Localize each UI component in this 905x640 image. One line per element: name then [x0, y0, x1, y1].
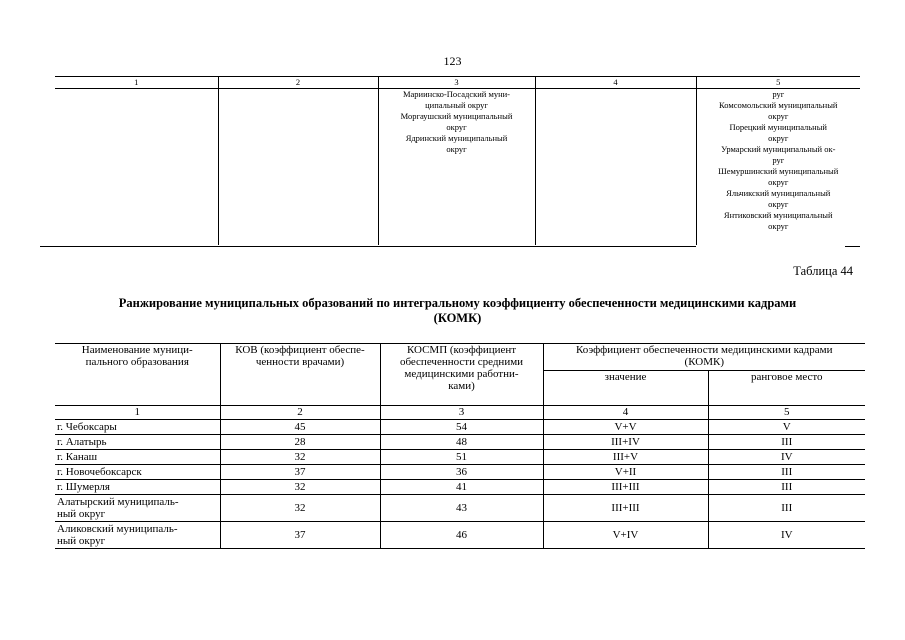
header-municipality: Наименование муници- пального образования — [55, 344, 220, 406]
municipality-name: г. Алатырь — [55, 435, 220, 450]
komk-value: V+II — [543, 465, 708, 480]
cont-col5-line: руг — [772, 155, 785, 165]
municipality-name: г. Новочебоксарск — [55, 465, 220, 480]
column-number-row — [55, 406, 865, 420]
cont-col5-line: Шемуршинский муниципальный — [718, 166, 839, 176]
table-title-line1: Ранжирование муниципальных образований по интегральному коэффициенту обеспеченности медицинскими кадрами — [118, 296, 797, 310]
cont-col5-line: Янтиковский муниципальный — [723, 210, 833, 220]
cont-header-3: 3 — [378, 77, 535, 89]
municipality-name-line2: ный округ — [57, 535, 106, 547]
table-row — [55, 465, 865, 480]
header-kosmp: КОСМП (коэффициент обеспеченности средними медицинскими работни- ками) — [380, 344, 543, 406]
kosmp-value: 36 — [380, 465, 543, 480]
table-row — [55, 522, 865, 549]
komk-value: III+III — [543, 480, 708, 495]
cont-col3-line: округ — [446, 122, 467, 132]
cont-col5-line: Порецкий муниципальный — [729, 122, 827, 132]
cont-col5-line: округ — [768, 221, 789, 231]
komk-value: III+V — [543, 450, 708, 465]
municipality-name-line1: Алатырский муниципаль- — [57, 496, 179, 508]
cont-col3-line: Ядринский муниципальный — [405, 133, 508, 143]
table-row — [55, 480, 865, 495]
cont-cell-2 — [218, 89, 378, 246]
continuation-bottom-rule-right — [845, 246, 860, 247]
municipality-name-line1: Аликовский муниципаль- — [57, 523, 178, 535]
col-number-5: 5 — [708, 406, 865, 420]
komk-rank: III — [708, 435, 865, 450]
kosmp-value: 46 — [380, 522, 543, 549]
municipality-name — [55, 522, 220, 549]
komk-rank: III — [708, 480, 865, 495]
cont-cell-3 — [378, 89, 535, 246]
municipality-name-line2: ный округ — [57, 508, 106, 520]
cont-col5-line: руг — [772, 89, 785, 99]
kosmp-value: 51 — [380, 450, 543, 465]
continuation-table — [55, 76, 860, 245]
cont-cell-5 — [696, 89, 860, 246]
kov-value: 37 — [220, 465, 380, 480]
header-value: значение — [543, 371, 708, 406]
cont-col5-line: округ — [768, 199, 789, 209]
table-title-line2: (КОМК) — [433, 311, 482, 325]
cont-col3-line: ципальный округ — [425, 100, 488, 110]
cont-header-5: 5 — [696, 77, 860, 89]
kov-value: 45 — [220, 420, 380, 435]
cont-header-4: 4 — [535, 77, 696, 89]
kov-value: 32 — [220, 480, 380, 495]
komk-value: V+IV — [543, 522, 708, 549]
kov-value: 28 — [220, 435, 380, 450]
cont-col5-line: округ — [768, 133, 789, 143]
municipality-name — [55, 495, 220, 522]
table-title — [55, 296, 860, 326]
header-komk: Коэффициент обеспеченности медицинскими кадрами (КОМК) — [543, 344, 865, 371]
komk-rank: IV — [708, 522, 865, 549]
cont-col3-line: Моргаушский муниципальный — [400, 111, 513, 121]
table-row — [55, 420, 865, 435]
header-row-1 — [55, 344, 865, 371]
kov-value: 32 — [220, 450, 380, 465]
kosmp-value: 54 — [380, 420, 543, 435]
ranking-table — [55, 343, 865, 549]
municipality-name: г. Чебоксары — [55, 420, 220, 435]
col-number-2: 2 — [220, 406, 380, 420]
komk-rank: III — [708, 465, 865, 480]
page-number: 123 — [443, 54, 462, 68]
cont-col5-line: Урмарский муниципальный ок- — [721, 144, 836, 154]
municipality-name: г. Канаш — [55, 450, 220, 465]
cont-col3-line: Мариинско-Посадский муни- — [402, 89, 511, 99]
cont-col5-line: округ — [768, 177, 789, 187]
cont-cell-1 — [55, 89, 218, 246]
continuation-bottom-rule-left — [40, 246, 696, 247]
header-rank: ранговое место — [708, 371, 865, 406]
komk-value: V+V — [543, 420, 708, 435]
cont-col5-line: округ — [768, 111, 789, 121]
komk-rank: V — [708, 420, 865, 435]
table-label: Таблица 44 — [793, 264, 853, 278]
kosmp-value: 48 — [380, 435, 543, 450]
table-row — [55, 450, 865, 465]
table-row — [55, 495, 865, 522]
cont-col5-line: Яльчикский муниципальный — [726, 188, 831, 198]
continuation-body-row — [55, 89, 860, 246]
cont-col3-line: округ — [446, 144, 467, 154]
col-number-1: 1 — [55, 406, 220, 420]
kov-value: 37 — [220, 522, 380, 549]
kosmp-value: 43 — [380, 495, 543, 522]
cont-header-2: 2 — [218, 77, 378, 89]
continuation-header-row — [55, 77, 860, 89]
col-number-4: 4 — [543, 406, 708, 420]
municipality-name: г. Шумерля — [55, 480, 220, 495]
kov-value: 32 — [220, 495, 380, 522]
col-number-3: 3 — [380, 406, 543, 420]
header-kov: КОВ (коэффициент обеспе- ченности врачами) — [220, 344, 380, 406]
kosmp-value: 41 — [380, 480, 543, 495]
komk-value: III+III — [543, 495, 708, 522]
cont-col5-line: Комсомольский муниципальный — [719, 100, 838, 110]
table-row — [55, 435, 865, 450]
komk-rank: III — [708, 495, 865, 522]
cont-header-1: 1 — [55, 77, 218, 89]
cont-cell-4 — [535, 89, 696, 246]
komk-rank: IV — [708, 450, 865, 465]
komk-value: III+IV — [543, 435, 708, 450]
